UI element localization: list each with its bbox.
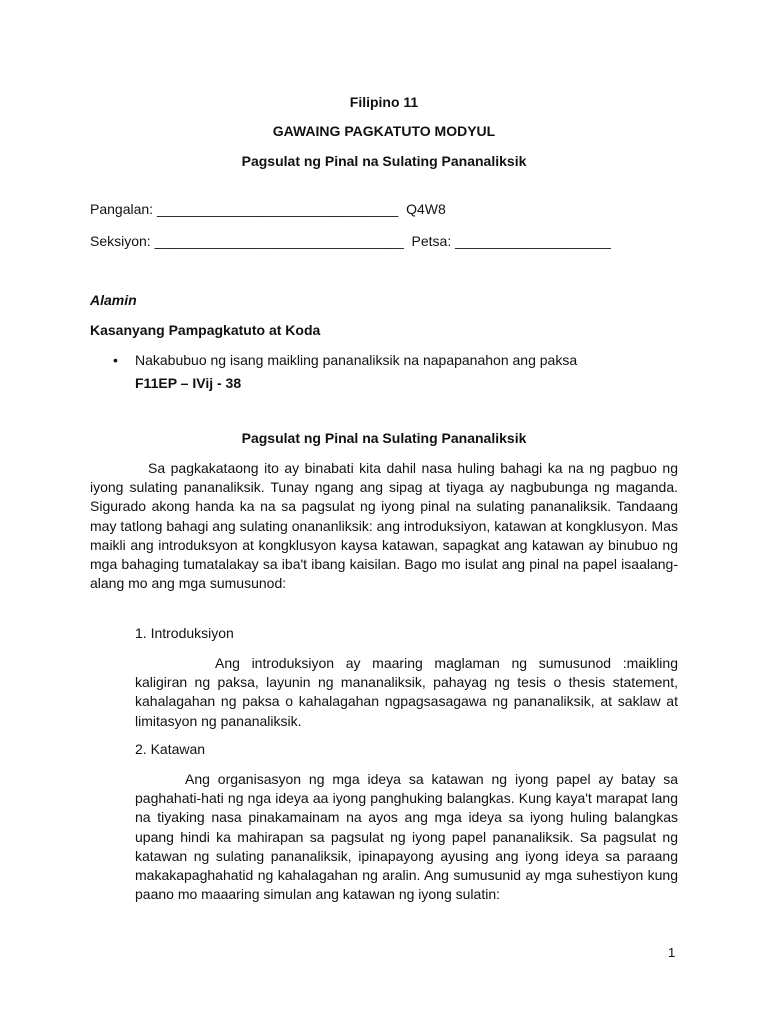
section-date-field-line: Seksiyon: ________________________________ Petsa: ____________________: [90, 233, 611, 249]
competency-heading: Kasanyang Pampagkatuto at Koda: [90, 322, 321, 338]
module-title: GAWAING PAGKATUTO MODYUL: [272, 123, 496, 139]
competency-text: Nakabubuo ng isang maikling pananaliksik na napapanahon ang paksa: [135, 352, 578, 368]
page-number: 1: [668, 945, 676, 960]
intro-paragraph: Sa pagkakataong ito ay binabati kita dahil nasa huling bahagi ka na ng pagbuo ng iyong sulating pananaliksik. Tunay ngang ang sipag at tiyaga ay nagbubunga ng maganda. Sigurado akong handa ka na sa pagsulat ng iyong pinal na sulating pananaliksik. Tandaang may tatlong bahagi ang sulating onananliksik: ang introduksiyon, katawan at kongklusyon. Mas maikli ang introduksyon at kongklusyon kaysa katawan, sapagkat ang katawan ay binubuo ng mga bahaging tumatalakay sa iba't ibang kaisilan. Bago mo isulat ang pinal na papel isaalang-alang mo ang mga sumusunod:: [90, 460, 678, 592]
section-heading: Pagsulat ng Pinal na Sulating Pananaliksik: [241, 430, 527, 446]
subject-title: Filipino 11: [349, 94, 419, 110]
bullet-icon: •: [113, 352, 118, 368]
topic-title: Pagsulat ng Pinal na Sulating Pananaliksik: [241, 153, 527, 169]
item-text-introduksiyon: Ang introduksiyon ay maaring maglaman ng sumusunod :maikling kaligiran ng paksa, layunin ng mananaliksik, pahayag ng tesis o thesis statement, kahalagahan ng paksa o kahalagahan ngpagsasagawa ng pananaliksik, at saklaw at limitasyon ng pananaliksik.: [135, 655, 678, 729]
item-text-katawan: Ang organisasyon ng mga ideya sa katawan ng iyong papel ay batay sa paghahati-hati ng nga ideya aa iyong panghuking balangkas. Kung kaya't marapat lang na tiyaking nasa pinakamainam na ayos ang mga ideya sa iyong huling balangkas upang hindi ka mahirapan sa pagsulat ng iyong papel pananaliksik. Sa pagsulat ng katawan ng sulating pananaliksik, ipinapayong ayusing ang iyong ideya sa paraang makakapaghahatid ng kahalagahan ng aralin. Ang sumusunid ay mga suhestiyon kung paano mo maaaring simulan ang katawan ng iyong sulatin:: [135, 771, 678, 903]
competency-code: F11EP – IVij - 38: [135, 375, 242, 391]
alamin-heading: Alamin: [90, 292, 137, 308]
item-label-introduksiyon: 1. Introduksiyon: [135, 625, 234, 641]
item-label-katawan: 2. Katawan: [135, 741, 206, 757]
name-field-line: Pangalan: _______________________________ Q4W8: [90, 201, 446, 217]
